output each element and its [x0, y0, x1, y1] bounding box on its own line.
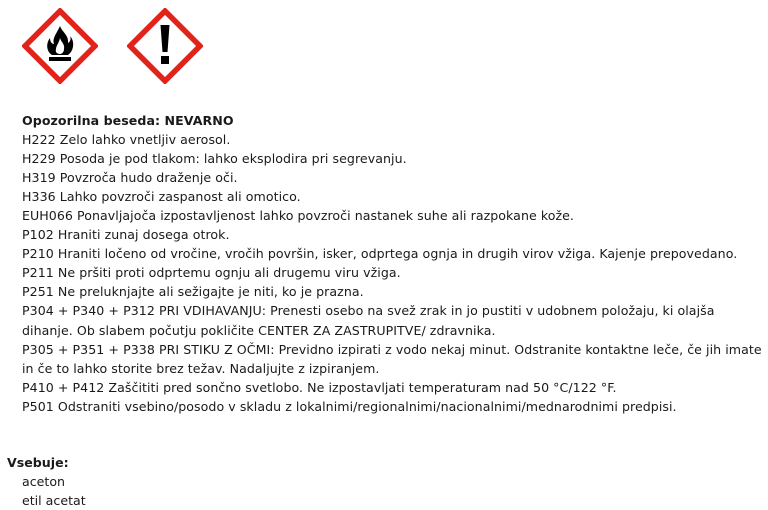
statement-p410-p412: P410 + P412 Zaščititi pred sončno svetlobo. Ne izpostavljati temperaturam nad 50 °C/122 °F.	[22, 379, 617, 395]
statement-p501: P501 Odstraniti vsebino/posodo v skladu z lokalnimi/regionalnimi/nacionalnimi/mednarodnimi predpisi.	[22, 398, 677, 414]
signal-word: Opozorilna beseda: NEVARNO	[22, 113, 234, 128]
statement-h229: H229 Posoda je pod tlakom: lahko eksplodira pri segrevanju.	[22, 151, 407, 167]
statement-h222: H222 Zelo lahko vnetljiv aerosol.	[22, 132, 231, 148]
statement-p102: P102 Hraniti zunaj dosega otrok.	[22, 227, 230, 243]
statement-p251: P251 Ne preluknjajte ali sežigajte je niti, ko je prazna.	[22, 284, 364, 300]
hazard-statements	[22, 111, 764, 416]
statement-h319: H319 Povzroča hudo draženje oči.	[22, 170, 238, 186]
ingredient-item: etil acetat	[22, 493, 86, 509]
statement-p305-p351-p338: P305 + P351 + P338 PRI STIKU Z OČMI: Previdno izpirati z vodo nekaj minut. Odstranite kontaktne leče, če jih imate in če to lahko storite brez težav. Nadaljujte z izpiranjem.	[22, 341, 762, 376]
statement-p304-p340-p312: P304 + P340 + P312 PRI VDIHAVANJU: Prenesti osebo na svež zrak in jo pustiti v udobnem položaju, ki olajša dihanje. Ob slabem počutju pokličite CENTER ZA ZASTRUPITVE/ zdravnika.	[22, 303, 715, 338]
contains-heading: Vsebuje:	[7, 455, 69, 470]
ingredient-item: aceton	[22, 474, 66, 490]
statement-h336: H336 Lahko povzroči zaspanost ali omotico.	[22, 189, 301, 205]
statement-euh066: EUH066 Ponavljajoča izpostavljenost lahko povzroči nastanek suhe ali razpokane kože.	[22, 208, 574, 224]
exclamation-icon	[127, 8, 203, 84]
contains-section	[7, 453, 86, 510]
flame-icon	[22, 8, 98, 84]
statement-p211: P211 Ne pršiti proti odprtemu ognju ali drugemu viru vžiga.	[22, 265, 401, 281]
statement-p210: P210 Hraniti ločeno od vročine, vročih površin, isker, odprtega ognja in drugih virov vžiga. Kajenje prepovedano.	[22, 246, 738, 262]
